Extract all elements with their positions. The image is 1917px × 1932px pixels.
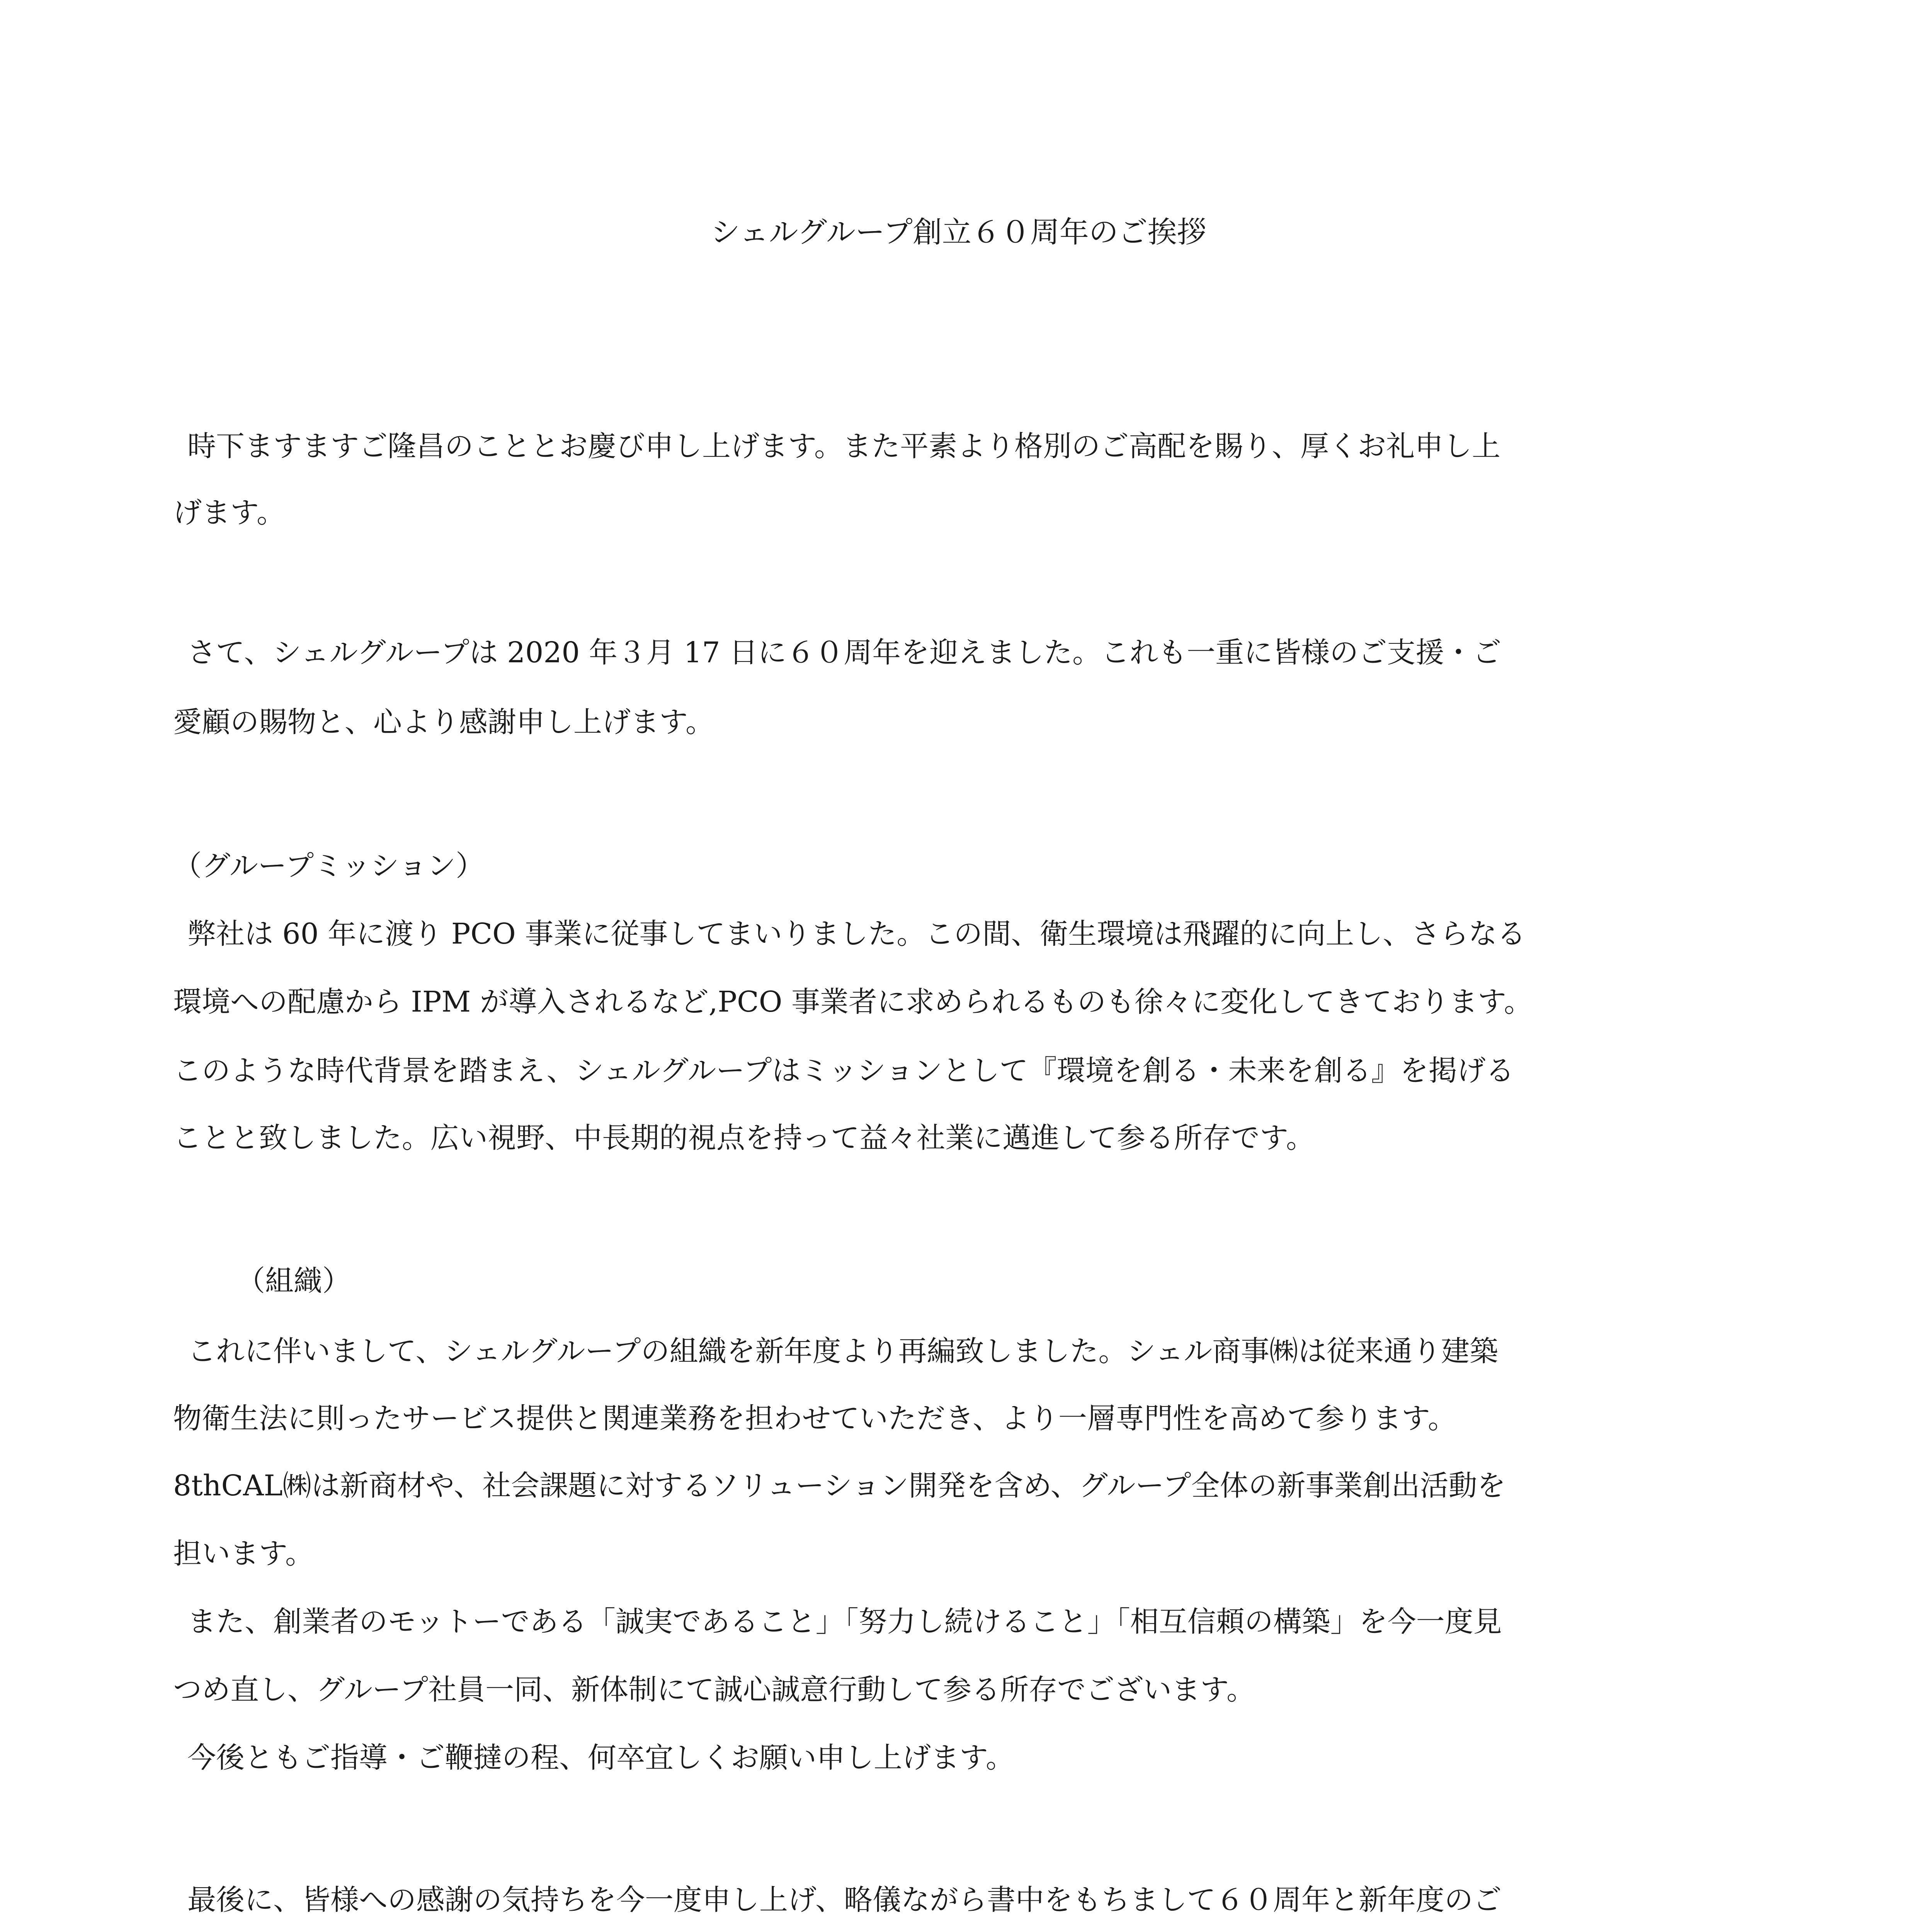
paragraph-line: 物衛生法に則ったサービス提供と関連業務を担わせていただき、より一層専門性を高めて参ります。 bbox=[173, 1402, 1457, 1435]
paragraph-line: 時下ますますご隆昌のこととお慶び申し上げます。また平素より格別のご高配を賜り、厚くお礼申し上 bbox=[187, 430, 1501, 463]
paragraph-line: ことと致しました。広い視野、中長期的視点を持って益々社業に邁進して参る所存です。 bbox=[173, 1121, 1315, 1155]
paragraph-line: げます。 bbox=[173, 496, 286, 529]
paragraph-line: 8thCAL㈱は新商材や、社会課題に対するソリューション開発を含め、グループ全体の新事業創出活動を bbox=[173, 1469, 1506, 1502]
paragraph-line: さて、シェルグループは 2020 年３月 17 日に６０周年を迎えました。これも一重に皆様のご支援・ご bbox=[187, 636, 1502, 669]
paragraph-line: 最後に、皆様への感謝の気持ちを今一度申し上げ、略儀ながら書中をもちまして６０周年と新年度のご bbox=[187, 1883, 1502, 1917]
section-heading-mission: （グループミッション） bbox=[173, 849, 485, 883]
paragraph-line: 今後ともご指導・ご鞭撻の程、何卒宜しくお願い申し上げます。 bbox=[187, 1741, 1015, 1774]
paragraph-line: 弊社は 60 年に渡り PCO 事業に従事してまいりました。この間、衛生環境は飛躍的に向上し、さらなる bbox=[187, 917, 1526, 951]
paragraph-line: 担います。 bbox=[173, 1537, 314, 1570]
paragraph-line: このような時代背景を踏まえ、シェルグループはミッションとして『環境を創る・未来を創る』を掲げる bbox=[173, 1054, 1514, 1087]
letter-title: シェルグループ創立６０周年のご挨拶 bbox=[711, 215, 1206, 249]
section-heading-organization: （組織） bbox=[236, 1264, 351, 1298]
paragraph-line: 環境への配慮から IPM が導入されるなど,PCO 事業者に求められるものも徐々に変化してきております。 bbox=[173, 985, 1533, 1019]
paragraph-line: また、創業者のモットーである「誠実であること」「努力し続けること」「相互信頼の構築」を今一度見 bbox=[187, 1605, 1502, 1638]
paragraph-line: 愛顧の賜物と、心より感謝申し上げます。 bbox=[173, 706, 714, 739]
paragraph-line: つめ直し、グループ社員一同、新体制にて誠心誠意行動して参る所存でございます。 bbox=[173, 1673, 1255, 1706]
paragraph-line: これに伴いまして、シェルグループの組織を新年度より再編致しました。シェル商事㈱は従来通り建築 bbox=[187, 1335, 1499, 1368]
